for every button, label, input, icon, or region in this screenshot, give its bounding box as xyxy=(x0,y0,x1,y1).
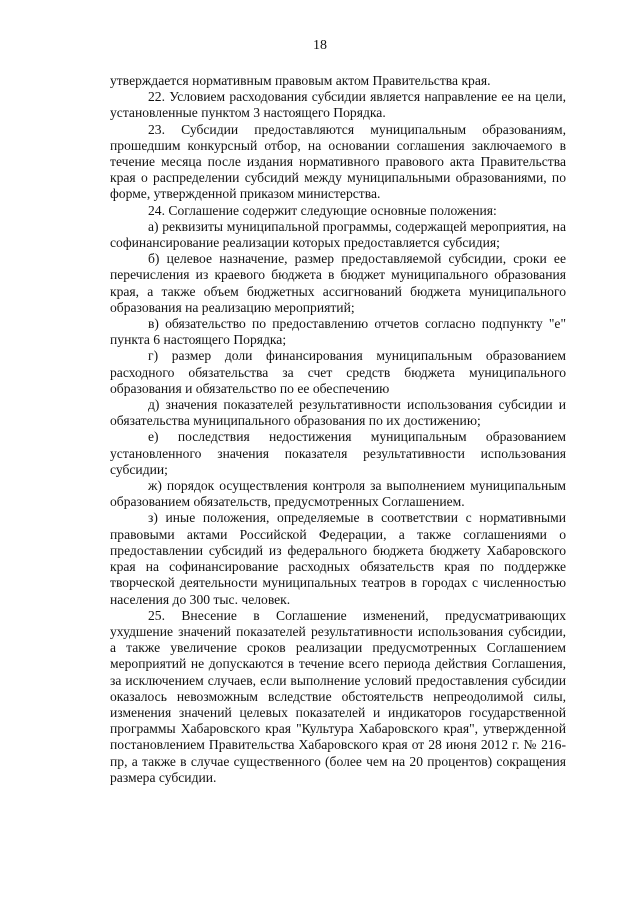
paragraph-23: 23. Субсидии предоставляются муниципальным образованиям, прошедшим конкурсный отбор, на основании соглашения заключаемого в течение месяца после издания нормативного правового акта Правительства края о распределении субсидий между муниципальными образованиями, по форме, утвержденной приказом министерства. xyxy=(110,121,566,202)
paragraph-24-e: е) последствия недостижения муниципальным образованием установленного значения показателя результативности использования субсидии; xyxy=(110,429,566,477)
paragraph-25: 25. Внесение в Соглашение изменений, предусматривающих ухудшение значений показателей результативности использования субсидии, а также увеличение сроков реализации предусмотренных Соглашением мероприятий не допускаются в течение всего периода действия Соглашения, за исключением случаев, если выполнение условий предоставления субсидии оказалось невозможным вследствие обстоятельств непреодолимой силы, изменения значений целевых показателей и индикаторов государственной программы Хабаровского края "Культура Хабаровского края", утвержденной постановлением Правительства Хабаровского края от 28 июня 2012 г. № 216-пр, а также в случае существенного (более чем на 20 процентов) сокращения размера субсидии. xyxy=(110,607,566,785)
paragraph-24-g: г) размер доли финансирования муниципальным образованием расходного обязательства за счет средств бюджета муниципального образования и обязательство по ее обеспечению xyxy=(110,348,566,396)
paragraph-24-zh: ж) порядок осуществления контроля за выполнением муниципальным образованием обязательств, предусмотренных Соглашением. xyxy=(110,478,566,510)
paragraph-24-z: з) иные положения, определяемые в соответствии с нормативными правовыми актами Российской Федерации, а также соглашениями о предоставлении субсидий из федерального бюджета бюджету Хабаровского края на софинансирование расходных обязательств края по поддержке творческой деятельности муниципальных театров в городах с численностью населения до 300 тыс. человек. xyxy=(110,510,566,607)
paragraph-24-v: в) обязательство по предоставлению отчетов согласно подпункту "е" пункта 6 настоящего Порядка; xyxy=(110,316,566,348)
page-number: 18 xyxy=(313,38,327,53)
paragraph-24-d: д) значения показателей результативности использования субсидии и обязательства муниципального образования по их достижению; xyxy=(110,397,566,429)
document-body xyxy=(110,73,566,786)
paragraph-22: 22. Условием расходования субсидии является направление ее на цели, установленные пунктом 3 настоящего Порядка. xyxy=(110,89,566,121)
paragraph-24-a: а) реквизиты муниципальной программы, содержащей мероприятия, на софинансирование реализации которых предоставляется субсидия; xyxy=(110,218,566,251)
paragraph-24: 24. Соглашение содержит следующие основные положения: xyxy=(148,202,497,218)
paragraph-continuation: утверждается нормативным правовым актом Правительства края. xyxy=(110,73,491,88)
paragraph-24-b: б) целевое назначение, размер предоставляемой субсидии, сроки ее перечисления из краевого бюджета в бюджет муниципального образования края, а также объем бюджетных ассигнований бюджета муниципального образования на реализацию мероприятий; xyxy=(110,251,566,315)
